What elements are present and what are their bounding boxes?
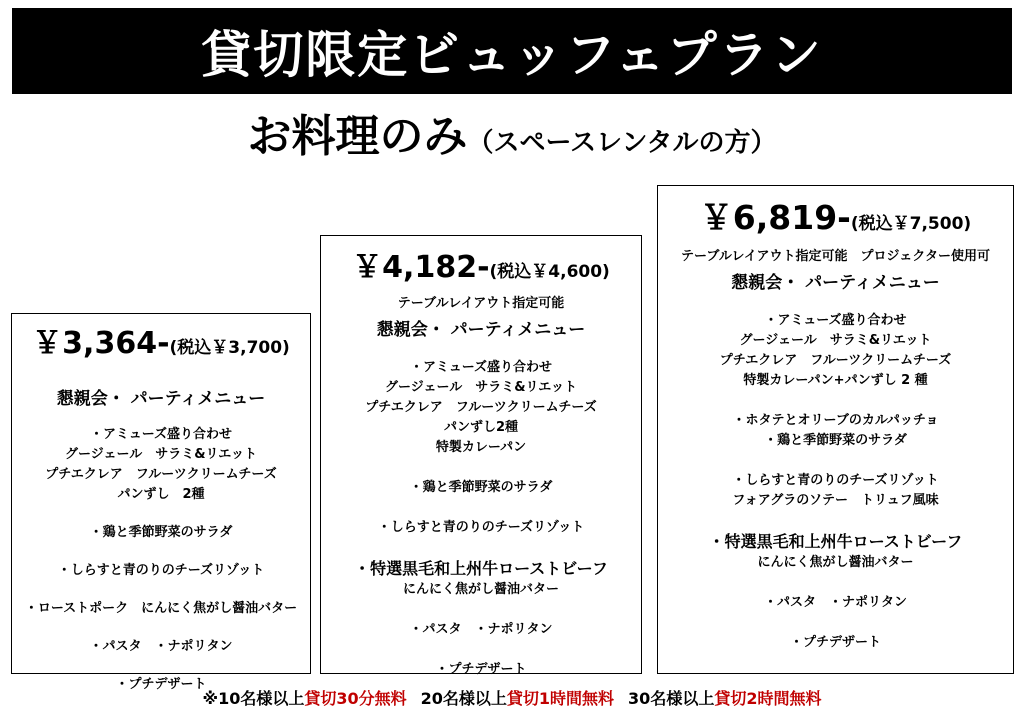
footer-highlight: 貸切2時間無料: [714, 689, 822, 708]
menu-item: プチエクレア フルーツクリームチーズ: [45, 467, 277, 482]
footer-text: 20名様以上: [420, 689, 507, 708]
menu-group: [321, 660, 641, 680]
menu-group: [658, 311, 1013, 391]
footer-note: [0, 686, 1024, 709]
menu-item: グージェール サラミ&リエット: [384, 380, 578, 395]
plan-card-3364: [11, 313, 311, 692]
plan-card-4182: [320, 235, 642, 677]
menu-item: ・パスタ ・ナポリタン: [89, 639, 233, 654]
menu-item: ・プチデザート: [115, 677, 207, 692]
menu-item: ・しらすと青のりのチーズリゾット: [732, 473, 939, 488]
plan-price: [321, 242, 641, 286]
menu-item: ・アミューズ盛り合わせ: [89, 427, 233, 442]
menu-item: グージェール サラミ&リエット: [739, 333, 932, 348]
menu-item: ・ホタテとオリーブのカルパッチョ: [732, 413, 939, 428]
subtitle: [0, 100, 1024, 164]
menu-item: ・特選黒毛和上州牛ローストビーフ: [354, 559, 608, 578]
footer-highlight: 貸切1時間無料: [506, 689, 615, 708]
menu-item: ・プチデザート: [435, 662, 527, 677]
plan-note: テーブルレイアウト指定可能 プロジェクター使用可: [681, 249, 990, 264]
menu-item: ・鶏と季節野菜のサラダ: [409, 480, 553, 495]
menu-list: [658, 311, 1013, 653]
footer-text: ※10名様以上: [202, 689, 305, 708]
menu-item: 特製カレーパン: [435, 440, 527, 455]
menu-group: [321, 558, 641, 600]
menu-item: ・鶏と季節野菜のサラダ: [89, 525, 233, 540]
plan-note: テーブルレイアウト指定可能: [397, 296, 565, 311]
menu-item: ・特選黒毛和上州牛ローストビーフ: [708, 532, 963, 551]
menu-list: [12, 425, 310, 695]
price-tax: (税込￥4,600): [489, 262, 610, 282]
menu-item: にんにく焦がし醤油バター: [402, 582, 559, 597]
menu-heading: 懇親会・ パーティメニュー: [56, 389, 266, 409]
plan-price: [12, 318, 310, 362]
menu-item: ・アミューズ盛り合わせ: [409, 360, 553, 375]
plan-card-6819: [657, 185, 1014, 674]
menu-group: [658, 593, 1013, 613]
menu-item: フォアグラのソテー トリュフ風味: [732, 493, 939, 508]
menu-group: [12, 561, 310, 581]
price-amount: ￥3,364-: [32, 326, 170, 361]
title-bar: [12, 8, 1012, 94]
menu-item: ・しらすと青のりのチーズリゾット: [377, 520, 585, 535]
subtitle-paren: （スペースレンタルの方）: [467, 128, 777, 158]
menu-item: プチエクレア フルーツクリームチーズ: [719, 353, 952, 368]
menu-list: [321, 358, 641, 680]
price-tax: (税込￥7,500): [850, 214, 972, 234]
footer-text: 30名様以上: [628, 689, 715, 708]
menu-item: ・プチデザート: [789, 635, 881, 650]
menu-item: パンずし2種: [443, 420, 519, 435]
menu-item: ・パスタ ・ナポリタン: [763, 595, 907, 610]
menu-group: [12, 599, 310, 619]
price-amount: ￥4,182-: [352, 250, 490, 285]
plan-price: [658, 192, 1013, 239]
menu-group: [12, 637, 310, 657]
menu-group: [12, 523, 310, 543]
footer-highlight: 貸切30分無料: [304, 689, 407, 708]
price-tax: (税込￥3,700): [169, 338, 290, 358]
menu-group: [321, 518, 641, 538]
subtitle-main: お料理のみ: [247, 111, 468, 162]
menu-group: [658, 531, 1013, 573]
menu-item: ・ローストポーク にんにく焦がし醤油バター: [24, 601, 298, 616]
menu-group: [321, 620, 641, 640]
menu-item: ・鶏と季節野菜のサラダ: [764, 433, 907, 448]
menu-item: 特製カレーパン+パンずし 2 種: [743, 373, 928, 388]
menu-item: パンずし 2種: [117, 487, 205, 502]
menu-item: ・アミューズ盛り合わせ: [764, 313, 907, 328]
menu-group: [658, 633, 1013, 653]
menu-group: [12, 425, 310, 505]
menu-item: プチエクレア フルーツクリームチーズ: [365, 400, 597, 415]
menu-group: [658, 411, 1013, 451]
menu-group: [321, 358, 641, 458]
page-title: 貸切限定ビュッフェプラン: [201, 26, 823, 84]
menu-heading: 懇親会・ パーティメニュー: [376, 320, 586, 340]
menu-item: ・パスタ ・ナポリタン: [409, 622, 553, 637]
menu-item: ・しらすと青のりのチーズリゾット: [57, 563, 265, 578]
menu-group: [658, 471, 1013, 511]
menu-item: グージェール サラミ&リエット: [64, 447, 258, 462]
price-amount: ￥6,819-: [699, 198, 851, 237]
menu-item: にんにく焦がし醤油バター: [757, 555, 914, 570]
menu-heading: 懇親会・ パーティメニュー: [731, 273, 940, 293]
menu-group: [321, 478, 641, 498]
